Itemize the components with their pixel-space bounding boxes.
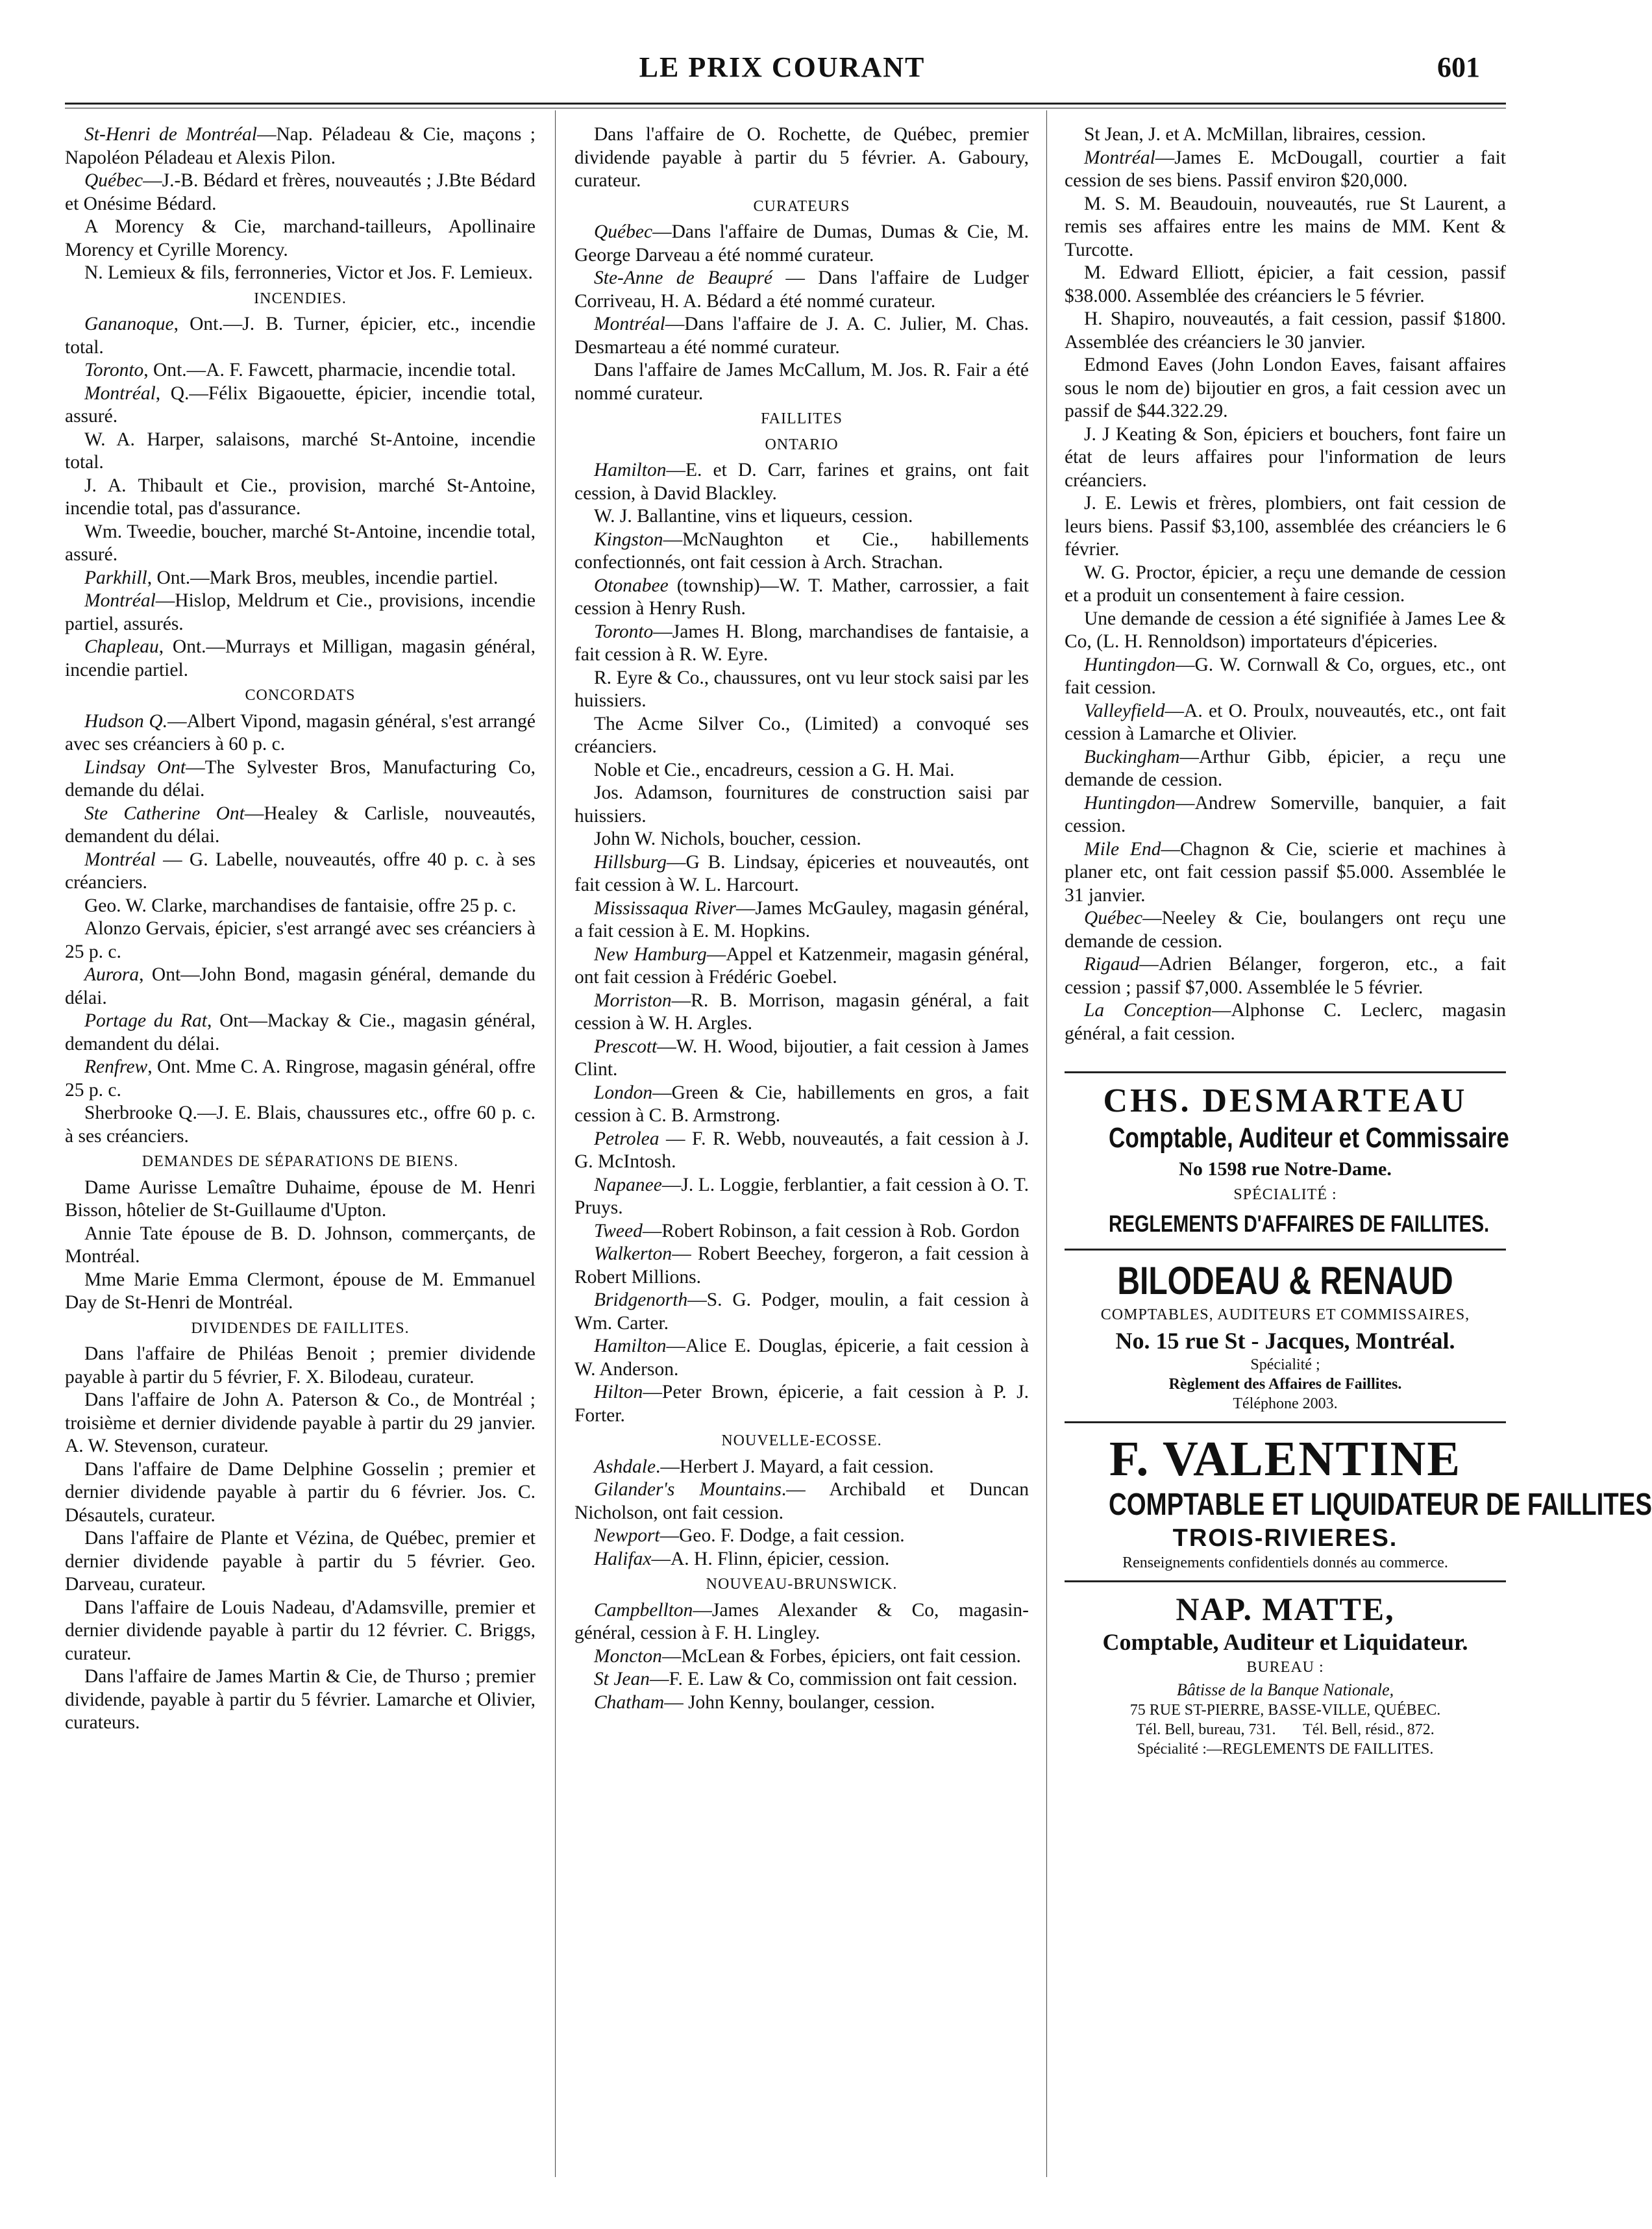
notice-text: John W. Nichols, boucher, cession.: [594, 828, 861, 849]
notice-text: —Nap. Péladeau & Cie, maçons ; Napoléon Péladeau et Alexis Pilon.: [65, 124, 536, 168]
notice-text: —Neeley & Cie, boulangers ont reçu une demande de cession.: [1065, 908, 1506, 952]
ad-address: No 1598 rue Notre-Dame.: [1179, 1158, 1392, 1180]
notice-item: [1065, 308, 1506, 354]
notice-item: [65, 1665, 536, 1735]
notice-text: —Hislop, Meldrum et Cie., provisions, incendie partiel, assurés.: [65, 590, 536, 634]
ad-phone: Téléphone 2003.: [1233, 1395, 1338, 1412]
ad-building: Bâtisse de la Banque Nationale,: [1176, 1680, 1394, 1699]
place-name: Campbellton: [594, 1599, 693, 1621]
place-name: Buckingham: [1084, 746, 1180, 767]
ad-name: BILODEAU & RENAUD: [1117, 1258, 1453, 1302]
notice-text: Une demande de cession a été signifiée à James Lee & Co, (L. H. Rennoldson) importateurs d'épiceries.: [1065, 608, 1506, 652]
section-heading: CONCORDATS: [245, 687, 356, 704]
notice-item: [1065, 123, 1506, 147]
notice-text: —Geo. F. Dodge, a fait cession.: [660, 1525, 905, 1546]
notice-item: [574, 1082, 1029, 1128]
place-name: Montréal: [84, 382, 156, 404]
place-name: Ste Catherine Ont: [84, 803, 245, 824]
ad-name: NAP. MATTE,: [1176, 1591, 1395, 1627]
place-name: Otonabee: [594, 575, 669, 596]
notice-item: [574, 1599, 1029, 1645]
place-name: Rigaud: [1084, 954, 1140, 975]
notice-text: — John Kenny, boulanger, cession.: [664, 1691, 935, 1713]
notice-text: —Healey & Carlisle, nouveautés, demandent du délai.: [65, 803, 536, 847]
notice-text: J. E. Lewis et frères, plombiers, ont fait cession de leurs biens. Passif $3,100, assemblée des créanciers le 6 février.: [1065, 493, 1506, 560]
notice-item: [574, 1289, 1029, 1335]
notice-item: [1065, 492, 1506, 562]
section-heading: NOUVELLE-ECOSSE.: [721, 1432, 882, 1449]
notice-text: , Ont.—Mark Bros, meubles, incendie partiel.: [147, 567, 499, 588]
notice-text: —E. et D. Carr, farines et grains, ont fait cession, à David Blackley.: [574, 460, 1029, 504]
notice-text: —Robert Robinson, a fait cession à Rob. Gordon: [642, 1220, 1020, 1241]
notice-item: [574, 990, 1029, 1036]
notice-item: [65, 590, 536, 636]
notice-item: [1065, 354, 1506, 423]
notice-item: [574, 782, 1029, 828]
section-heading: DIVIDENDES DE FAILLITES.: [191, 1319, 410, 1337]
place-name: Valleyfield: [1084, 700, 1165, 721]
notice-text: Edmond Eaves (John London Eaves, faisant affaires sous le nom de) bijoutier en gros, a fait cession avec un passif de $44.322.29.: [1065, 355, 1506, 421]
notice-text: —McNaughton et Cie., habillements confectionnés, ont fait cession à Arch. Strachan.: [574, 529, 1029, 573]
notice-item: [65, 313, 536, 359]
place-name: Québec: [1084, 908, 1143, 928]
column-divider: [555, 110, 556, 2177]
ad-valentine: [1065, 1421, 1652, 1580]
notice-item: [1065, 147, 1506, 193]
notice-text: —Peter Brown, épicerie, a fait cession à P. J. Forter.: [574, 1382, 1029, 1426]
place-name: Petrolea: [594, 1128, 660, 1149]
notice-text: M. S. M. Beaudouin, nouveautés, rue St Laurent, a remis ses affaires entre les mains de MM. Kent & Turcotte.: [1065, 193, 1506, 260]
ad-desmarteau: [1065, 1071, 1509, 1249]
notice-item: [574, 851, 1029, 897]
notice-item: [1065, 608, 1506, 654]
notice-item: [1065, 746, 1506, 792]
notice-text: —Dans l'affaire de Dumas, Dumas & Cie, M. George Darveau a été nommé curateur.: [574, 221, 1029, 266]
notice-text: Dans l'affaire de Philéas Benoit ; premier dividende payable à partir du 5 février, F. X. Bilodeau, curateur.: [65, 1343, 536, 1388]
place-name: Walkerton: [594, 1243, 672, 1264]
notice-item: [65, 262, 536, 285]
notice-text: Jos. Adamson, fournitures de construction saisi par huissiers.: [574, 782, 1029, 827]
notice-text: —Appel et Katzenmeir, magasin général, ont fait cession à Frédéric Goebel.: [574, 943, 1029, 988]
notice-text: Dans l'affaire de Dame Delphine Gosselin ; premier et dernier dividende payable à partir du 6 février. Jos. C. Désautels, curateur.: [65, 1458, 536, 1526]
notice-text: The Acme Silver Co., (Limited) a convoqué ses créanciers.: [574, 713, 1029, 757]
notice-item: [574, 1220, 1029, 1243]
place-name: Montréal: [594, 314, 665, 334]
notice-item: [65, 1269, 536, 1315]
notice-item: [65, 359, 536, 382]
notice-text: —F. E. Law & Co, commission ont fait cession.: [650, 1669, 1018, 1689]
place-name: Toronto: [594, 621, 654, 642]
place-name: Mile End: [1084, 838, 1161, 860]
notice-item: [65, 756, 536, 803]
notice-text: —J. L. Loggie, ferblantier, a fait cession à O. T. Pruys.: [574, 1174, 1029, 1218]
notice-item: [574, 621, 1029, 667]
place-name: Portage du Rat: [84, 1010, 207, 1031]
notice-item: [1065, 999, 1506, 1045]
notice-item: [574, 1645, 1029, 1669]
section-heading: ONTARIO: [765, 436, 839, 453]
place-name: Chatham: [594, 1691, 665, 1713]
place-name: Gananoque: [84, 314, 174, 334]
notice-text: — Dans l'affaire de Ludger Corriveau, H. A. Bédard a été nommé curateur.: [574, 268, 1029, 312]
notice-item: [65, 521, 536, 567]
notice-text: , Ont—Mackay & Cie., magasin général, demandent du délai.: [65, 1010, 536, 1054]
ad-title: Comptable, Auditeur et Liquidateur.: [1102, 1629, 1468, 1655]
notice-text: Sherbrooke Q.—J. E. Blais, chaussures etc., offre 60 p. c. à ses créanciers.: [65, 1102, 536, 1147]
notice-text: J. J Keating & Son, épiciers et bouchers, font faire un état de leurs affaires pour l'information de leurs créanciers.: [1065, 423, 1506, 491]
notice-item: [1065, 838, 1506, 908]
place-name: Mississaqua River: [594, 897, 736, 919]
place-name: Hamilton: [594, 460, 667, 480]
notice-item: [65, 803, 536, 849]
place-name: Hudson Q.: [84, 710, 168, 732]
notice-text: Annie Tate épouse de B. D. Johnson, commerçants, de Montréal.: [65, 1223, 536, 1267]
notice-text: A Morency & Cie, marchand-tailleurs, Apollinaire Morency et Cyrille Morency.: [65, 216, 536, 260]
column-right-notices: [1065, 123, 1506, 1045]
notice-item: [574, 1036, 1029, 1082]
place-name: La Conception: [1084, 1000, 1212, 1021]
notice-text: Alonzo Gervais, épicier, s'est arrangé avec ses créanciers à 25 p. c.: [65, 918, 536, 962]
place-name: Newport: [594, 1525, 660, 1546]
notice-text: —Alice E. Douglas, épicerie, a fait cession à W. Anderson.: [574, 1336, 1029, 1380]
notice-text: Dans l'affaire de James McCallum, M. Jos. R. Fair a été nommé curateur.: [574, 360, 1029, 404]
notice-text: , Ont.—J. B. Turner, épicier, etc., incendie total.: [65, 314, 536, 358]
ad-address: 75 RUE ST-PIERRE, BASSE-VILLE, QUÉBEC.: [1129, 1701, 1441, 1719]
notice-item: [65, 895, 536, 918]
place-name: Renfrew: [84, 1056, 148, 1077]
notice-text: W. J. Ballantine, vins et liqueurs, cession.: [594, 506, 913, 527]
page-number: 601: [1437, 51, 1480, 83]
place-name: Parkhill: [84, 567, 147, 588]
notice-item: [574, 1335, 1029, 1381]
place-name: Toronto: [84, 360, 144, 380]
notice-text: W. G. Proctor, épicier, a reçu une demande de cession et a produit un consentement à faire cession.: [1065, 562, 1506, 606]
notice-item: [65, 216, 536, 262]
notice-text: —Andrew Somerville, banquier, a fait cession.: [1065, 792, 1506, 836]
ad-bureau-label: BUREAU :: [1246, 1659, 1324, 1676]
notice-text: —W. H. Wood, bijoutier, a fait cession à James Clint.: [574, 1036, 1029, 1080]
notice-text: —Green & Cie, habillements en gros, a fait cession à C. B. Armstrong.: [574, 1082, 1029, 1126]
publication-title: LE PRIX COURANT: [639, 51, 926, 83]
notice-item: [574, 123, 1029, 193]
place-name: Gilander's Mountains: [594, 1479, 782, 1500]
place-name: Huntingdon: [1084, 654, 1176, 675]
ad-name: CHS. DESMARTEAU: [1103, 1082, 1468, 1119]
notice-item: [65, 710, 536, 756]
notice-text: — Robert Beechey, forgeron, a fait cession à Robert Millions.: [574, 1243, 1029, 1288]
notice-text: Noble et Cie., encadreurs, cession a G. H. Mai.: [594, 759, 955, 780]
notice-item: [574, 459, 1029, 505]
notice-text: —James Alexander & Co, magasin-général, cession à F. H. Lingley.: [574, 1599, 1029, 1643]
notice-text: —J.-B. Bédard et frères, nouveautés ; J.Bte Bédard et Onésime Bédard.: [65, 170, 536, 214]
notice-item: [1065, 562, 1506, 608]
notice-item: [1065, 654, 1506, 700]
notice-item: [65, 475, 536, 521]
place-name: Halifax: [594, 1548, 652, 1569]
notice-item: [574, 943, 1029, 990]
notice-item: [574, 1548, 1029, 1571]
place-name: St Jean: [594, 1669, 650, 1689]
column-middle: [574, 123, 1029, 1714]
ad-title: COMPTABLES, AUDITEURS ET COMMISSAIRES,: [1100, 1306, 1470, 1323]
place-name: Québec: [84, 170, 143, 191]
notice-text: Dans l'affaire de John A. Paterson & Co., de Montréal ; troisième et dernier dividende payable à partir du 29 janvier. A. W. Stevenson, curateur.: [65, 1389, 536, 1456]
column-right: [1065, 123, 1652, 1767]
notice-text: H. Shapiro, nouveautés, a fait cession, passif $1800. Assemblée des créanciers le 30 janvier.: [1065, 308, 1506, 353]
ad-title: Comptable, Auditeur et Commissaire: [1109, 1122, 1509, 1154]
notice-text: —The Sylvester Bros, Manufacturing Co, demande du délai.: [65, 756, 536, 801]
notice-item: [574, 575, 1029, 621]
notice-item: [65, 1527, 536, 1597]
notice-text: —S. G. Podger, moulin, a fait cession à Wm. Carter.: [574, 1289, 1029, 1334]
notice-text: , Q.—Félix Bigaouette, épicier, incendie total, assuré.: [65, 382, 536, 427]
place-name: Morriston: [594, 990, 672, 1011]
section-heading: DEMANDES DE SÉPARATIONS DE BIENS.: [142, 1153, 459, 1170]
ad-bilodeau: [1065, 1249, 1506, 1422]
section-heading: CURATEURS: [753, 197, 850, 215]
place-name: Huntingdon: [1084, 792, 1176, 814]
place-name: Kingston: [594, 529, 663, 550]
notice-text: Dans l'affaire de Louis Nadeau, d'Adamsville, premier et dernier dividende payable à partir du 12 février. C. Briggs, curateur.: [65, 1597, 536, 1664]
place-name: Tweed: [594, 1220, 643, 1241]
notice-text: St Jean, J. et A. McMillan, libraires, cession.: [1084, 124, 1426, 145]
ad-specialty: REGLEMENTS D'AFFAIRES DE FAILLITES.: [1109, 1210, 1490, 1237]
notice-item: [65, 429, 536, 475]
notice-text: Wm. Tweedie, boucher, marché St-Antoine, incendie total, assuré.: [65, 521, 536, 565]
ad-phones: Tél. Bell, bureau, 731. Tél. Bell, résid., 872.: [1136, 1721, 1435, 1738]
notice-text: — G. Labelle, nouveautés, offre 40 p. c. à ses créanciers.: [65, 849, 536, 893]
notice-text: —James McGauley, magasin général, a fait cession à E. M. Hopkins.: [574, 897, 1029, 941]
notice-item: [574, 667, 1029, 713]
notice-item: [65, 636, 536, 682]
place-name: Bridgenorth: [594, 1289, 688, 1310]
notice-text: , Ont.—Murrays et Milligan, magasin général, incendie partiel.: [65, 636, 536, 680]
notice-text: M. Edward Elliott, épicier, a fait cession, passif $38.000. Assemblée des créanciers le 5 février.: [1065, 262, 1506, 306]
notice-text: .— Archibald et Duncan Nicholson, ont fait cession.: [574, 1479, 1029, 1523]
notice-text: —A. et O. Proulx, nouveautés, etc., ont fait cession à Lamarche et Olivier.: [1065, 700, 1506, 744]
place-name: Lindsay Ont: [84, 756, 186, 778]
notice-text: Geo. W. Clarke, marchandises de fantaisie, offre 25 p. c.: [84, 895, 517, 916]
place-name: Ste-Anne de Beaupré: [594, 268, 773, 288]
notice-item: [574, 828, 1029, 851]
notice-text: Mme Marie Emma Clermont, épouse de M. Emmanuel Day de St-Henri de Montréal.: [65, 1269, 536, 1313]
notice-text: Dans l'affaire de James Martin & Cie, de Thurso ; premier dividende, payable à partir du 5 février. Lamarche et Olivier, curateurs.: [65, 1666, 536, 1733]
notice-item: [65, 1458, 536, 1528]
notice-text: —G B. Lindsay, épiceries et nouveautés, ont fait cession à W. L. Harcourt.: [574, 851, 1029, 895]
header-rule: [65, 103, 1506, 105]
notice-text: Dans l'affaire de Plante et Vézina, de Québec, premier et dernier dividende payable à partir du 5 février. Geo. Darveau, curateur.: [65, 1528, 536, 1595]
ad-specialty: Règlement des Affaires de Faillites.: [1168, 1376, 1402, 1393]
notice-item: [65, 382, 536, 429]
notice-item: [574, 221, 1029, 267]
notice-item: [574, 267, 1029, 313]
notice-text: —Dans l'affaire de J. A. C. Julier, M. Chas. Desmarteau a été nommé curateur.: [574, 314, 1029, 358]
notice-text: Dans l'affaire de O. Rochette, de Québec, premier dividende payable à partir du 5 février. A. Gaboury, curateur.: [574, 124, 1029, 191]
advertisements: [1065, 1071, 1652, 1767]
notice-text: —James H. Blong, marchandises de fantaisie, a fait cession à R. W. Eyre.: [574, 621, 1029, 665]
notice-item: [65, 169, 536, 216]
notice-item: [1065, 792, 1506, 838]
place-name: Montréal: [84, 849, 156, 870]
ad-title: COMPTABLE ET LIQUIDATEUR DE FAILLITES: [1109, 1488, 1652, 1522]
notice-item: [65, 964, 536, 1010]
notice-item: [65, 1343, 536, 1389]
section-heading: NOUVEAU-BRUNSWICK.: [706, 1576, 898, 1593]
column-divider: [1046, 110, 1047, 2177]
notice-item: [1065, 700, 1506, 746]
notice-item: [65, 1389, 536, 1458]
notice-item: [574, 1668, 1029, 1691]
notice-item: [574, 1525, 1029, 1548]
notice-text: J. A. Thibault et Cie., provision, marché St-Antoine, incendie total, pas d'assurance.: [65, 475, 536, 519]
notice-item: [1065, 953, 1506, 999]
page-header: [65, 51, 1499, 96]
ad-city: TROIS-RIVIERES.: [1172, 1525, 1398, 1552]
notice-text: —Albert Vipond, magasin général, s'est arrangé avec ses créanciers à 60 p. c.: [65, 710, 536, 754]
section-heading: INCENDIES.: [254, 290, 347, 307]
notice-text: —James E. McDougall, courtier a fait cession de ses biens. Passif environ $20,000.: [1065, 147, 1506, 191]
place-name: Prescott: [594, 1036, 658, 1057]
ad-specialite-label: SPÉCIALITÉ :: [1233, 1186, 1337, 1203]
ad-matte: [1065, 1580, 1506, 1767]
ad-address: No. 15 rue St - Jacques, Montréal.: [1115, 1328, 1455, 1354]
notice-item: [574, 1381, 1029, 1427]
notice-text: (township)—W. T. Mather, carrossier, a fait cession à Henry Rush.: [574, 575, 1029, 619]
notice-text: —A. H. Flinn, épicier, cession.: [651, 1548, 890, 1569]
notice-item: [65, 123, 536, 169]
notice-item: [574, 1243, 1029, 1289]
notice-item: [574, 529, 1029, 575]
notice-item: [1065, 193, 1506, 262]
notice-text: Dame Aurisse Lemaître Duhaime, épouse de M. Henri Bisson, hôtelier de St-Guillaume d'Upton.: [65, 1177, 536, 1221]
notice-item: [65, 1597, 536, 1666]
place-name: Québec: [594, 221, 653, 242]
notice-text: N. Lemieux & fils, ferronneries, Victor et Jos. F. Lemieux.: [84, 262, 533, 283]
place-name: Napanee: [594, 1174, 662, 1195]
place-name: Hillsburg: [594, 851, 667, 873]
notice-item: [574, 1174, 1029, 1220]
notice-text: R. Eyre & Co., chaussures, ont vu leur stock saisi par les huissiers.: [574, 667, 1029, 711]
notice-text: , Ont—John Bond, magasin général, demande du délai.: [65, 964, 536, 1008]
place-name: Hilton: [594, 1382, 643, 1402]
notice-item: [574, 359, 1029, 405]
notice-item: [65, 1223, 536, 1269]
notice-item: [574, 1691, 1029, 1715]
notice-item: [65, 917, 536, 964]
place-name: Montréal: [1084, 147, 1155, 168]
notice-text: — F. R. Webb, nouveautés, a fait cession à J. G. McIntosh.: [574, 1128, 1029, 1172]
notice-item: [65, 849, 536, 895]
place-name: London: [594, 1082, 653, 1103]
notice-item: [574, 313, 1029, 359]
place-name: Moncton: [594, 1645, 662, 1667]
notice-text: —R. B. Morrison, magasin général, a fait cession à W. H. Argles.: [574, 990, 1029, 1034]
ad-specialite-label: Spécialité ;: [1250, 1356, 1320, 1373]
notice-text: —Adrien Bélanger, forgeron, etc., a fait cession ; passif $7,000. Assemblée le 5 février.: [1065, 954, 1506, 998]
notice-item: [65, 1056, 536, 1102]
notice-text: , Ont. Mme C. A. Ringrose, magasin général, offre 25 p. c.: [65, 1056, 536, 1101]
notice-item: [574, 713, 1029, 759]
place-name: Aurora: [84, 964, 140, 985]
notice-item: [574, 1478, 1029, 1525]
notice-text: —Arthur Gibb, épicier, a reçu une demande de cession.: [1065, 746, 1506, 790]
notice-text: —Alphonse C. Leclerc, magasin général, a fait cession.: [1065, 1000, 1506, 1044]
notice-text: , Ont.—A. F. Fawcett, pharmacie, incendie total.: [143, 360, 516, 380]
place-name: Hamilton: [594, 1336, 667, 1356]
notice-item: [574, 1128, 1029, 1174]
notice-item: [65, 567, 536, 590]
notice-item: [574, 1456, 1029, 1479]
notice-item: [574, 897, 1029, 943]
notice-text: —McLean & Forbes, épiciers, ont fait cession.: [661, 1645, 1021, 1667]
notice-item: [1065, 907, 1506, 953]
notice-text: —G. W. Cornwall & Co, orgues, etc., ont fait cession.: [1065, 654, 1506, 698]
place-name: Montréal: [84, 590, 156, 611]
ad-note: Renseignements confidentiels donnés au commerce.: [1122, 1554, 1448, 1571]
ad-specialty: Spécialité :—REGLEMENTS DE FAILLITES.: [1137, 1740, 1434, 1758]
section-heading: FAILLITES: [761, 410, 843, 427]
notice-item: [1065, 262, 1506, 308]
place-name: Chapleau: [84, 636, 159, 657]
notice-text: .—Herbert J. Mayard, a fait cession.: [656, 1456, 934, 1477]
notice-item: [574, 759, 1029, 782]
column-left: [65, 123, 536, 1735]
ad-name: F. VALENTINE: [1109, 1432, 1462, 1486]
place-name: St-Henri de Montréal: [84, 124, 257, 145]
notice-text: W. A. Harper, salaisons, marché St-Antoine, incendie total.: [65, 429, 536, 473]
notice-item: [65, 1102, 536, 1148]
notice-item: [65, 1177, 536, 1223]
place-name: New Hamburg: [594, 943, 707, 965]
notice-item: [1065, 423, 1506, 493]
notice-item: [574, 505, 1029, 529]
place-name: Ashdale: [594, 1456, 656, 1477]
notice-item: [65, 1010, 536, 1056]
notice-text: —Chagnon & Cie, scierie et machines à planer etc, ont fait cession passif $5.000. Assemblée le 31 janvier.: [1065, 838, 1506, 906]
